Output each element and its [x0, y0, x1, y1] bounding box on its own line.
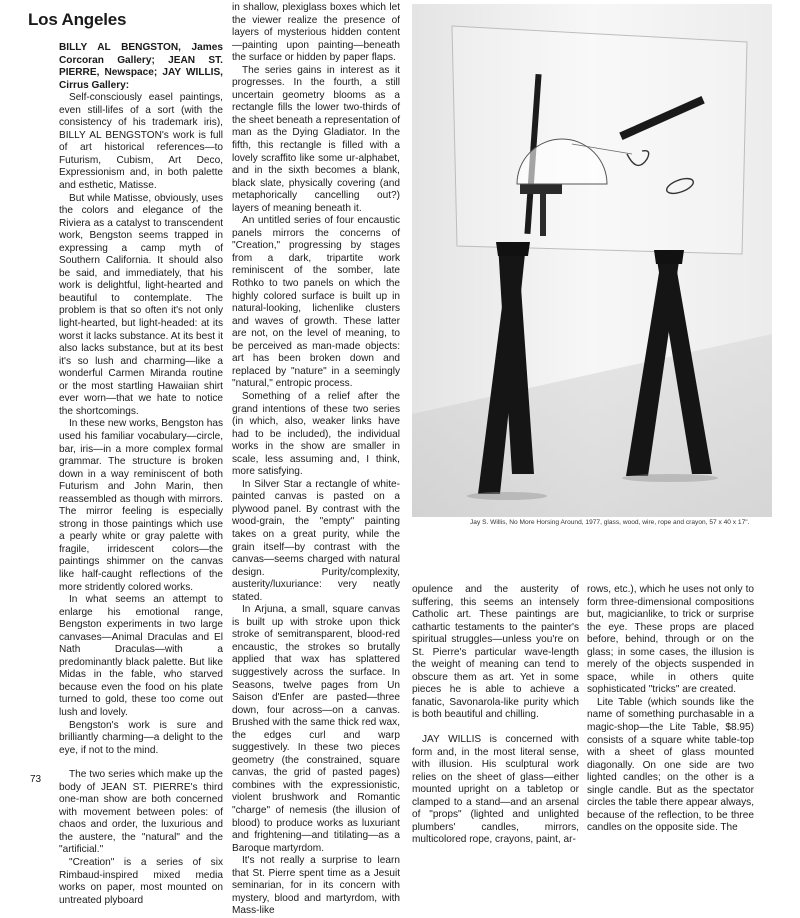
col1-paragraph: In what seems an attempt to enlarge his emotional range, Bengston experiments in two large canvases—Animal Draculas and El Nath Draculas—with a predominantly black palette. But like Midas in the fable, who starved because even the food on his plate turned to gold, these too come out lush and lovely.	[59, 594, 223, 718]
col3-paragraph: JAY WILLIS is concerned with form and, in the most literal sense, with illusion. His sculptural work relies on the sheet of glass—either mounted upright on a tabletop or clamped to a stand—and an arsenal of "props" (lighted and unlighted plumbers' candles, mirrors, multicolored rope, crayons, paint, ar-	[412, 734, 579, 846]
col1-paragraph: Bengston's work is sure and brilliantly charming—a delight to the eye, if not to the mind.	[59, 719, 223, 756]
col1-paragraph: The two series which make up the body of JEAN ST. PIERRE's third one-man show are both concerned with movement between poles: of chaos and order, the luxurious and the austere, the "natural" and the "artificial."	[59, 769, 223, 856]
col1-paragraph: In these new works, Bengston has used his familiar vocabulary—circle, bar, iris—in a more complex formal grammar. The structure is broken down in a way reminiscent of both Futurism and John Marin, then reassembled as though with mirrors. The mirror feeling is especially strong in those paintings which use a pearly white or gray palette with fragile, irridescent colors—the paintings shimmer on the canvas like half-caught reflections of the more stridently colored works.	[59, 418, 223, 593]
section-spacer	[412, 722, 579, 734]
col1-paragraph: "Creation" is a series of six Rimbaud-inspired mixed media works on paper, most mounted on untreated plyboard	[59, 857, 223, 906]
photo-caption: Jay S. Willis, No More Horsing Around, 1977, glass, wood, wire, rope and crayon, 57 x 40 x 17".	[470, 519, 750, 526]
col2-paragraph: The series gains in interest as it progresses. In the fourth, a still uncertain geometry blooms as a rectangle fills the lower two-thirds of the sheet beneath a representation of man as the Dying Gladiator. In the fifth, this rectangle is filled with a lovely scraffito like some ur-alphabet, and in the sixth becomes a blank, black slate, physically covering (and metaphorically cancelling out?) layers of meaning beneath it.	[232, 64, 400, 214]
section-spacer	[59, 757, 223, 769]
col2-paragraph: in shallow, plexiglass boxes which let the viewer realize the presence of layers of mysterious hidden content—painting upon painting—beneath the surface or hidden by paper flaps.	[232, 2, 400, 64]
review-byline: BILLY AL BENGSTON, James Corcoran Gallery; JEAN ST. PIERRE, Newspace; JAY WILLIS, Cirrus Gallery:	[59, 42, 223, 91]
col2-paragraph: In Arjuna, a small, square canvas is built up with stroke upon thick stroke of semitransparent, blood-red encaustic, the strokes so brutally applied that wax has splattered suggestively across the surface. In Seasons, twelve pages from Un Saison d'Enfer are pasted—three down, four across—on a canvas. Brushed with the same thick red wax, the edges curl and warp suggestively. In these two pieces geometry (the constrained, square canvas, the grid of pasted pages) combines with the expressionistic, violent brushwork and Romantic "charge" of nemesis (the illusion of blood) to produce works as luxuriant and frightening—and titilating—as a Baroque martyrdom.	[232, 604, 400, 854]
sculpture-photograph	[412, 4, 772, 517]
col4-paragraph: Lite Table (which sounds like the name of something purchasable in a magic-shop—the Lite Table, $8.95) consists of a square white table-top with a sheet of glass mounted diagonally. On one side are two lighted candles; on the other is a single candle. But as the spectator circles the table there appear always, because of the reflection, to be three candles on the opposite side. The	[587, 696, 754, 834]
column-2	[232, 2, 400, 917]
col2-paragraph: An untitled series of four encaustic panels mirrors the concerns of "Creation," progressing by stages from a dark, tripartite work reminiscent of the somber, late Rothko to two panels on which the highly colored surface is built up in natural-looking, lichenlike clusters and waves of growth. These latter are not, on the level of meaning, to be perceived as man-made objects: art has been broken down and replaced by "nature" in a seemingly "natural," entropic process.	[232, 215, 400, 390]
col1-paragraph: But while Matisse, obviously, uses the colors and elegance of the Riviera as a catalyst to transcendent work, Bengston seems trapped in expressing a camp myth of Southern California. It should also be said, and immediately, that his work is delightful, light-hearted and beautiful to contemplate. The problem is that so often it's not only light-hearted, but light-headed: at its worst it lacks substance. At its best it also lacks substance, but at its best it's so lush and charming—like a wonderful Carmen Miranda routine or the most startling Hawaiian shirt ever worn—that we hate to notice the shortcomings.	[59, 192, 223, 417]
column-3	[412, 584, 579, 846]
col2-paragraph: Something of a relief after the grand intentions of these two series (in which, also, weaker links have had to be included), the individual works in the show are smaller in scale, less assuming and, I think, more satisfying.	[232, 390, 400, 478]
col2-paragraph: It's not really a surprise to learn that St. Pierre spent time as a Jesuit seminarian, for in its concern with mystery, blood and martyrdom, with Mass-like	[232, 855, 400, 917]
col1-paragraph: Self-consciously easel paintings, even still-lifes of a sort (with the consistency of his trademark iris), BILLY AL BENGSTON's work is full of art historical references—to Futurism, Cubism, Art Deco, Expressionism and, in both palette and esthetic, Matisse.	[59, 92, 223, 192]
col3-paragraph: opulence and the austerity of suffering, this seems an intensely Catholic art. These paintings are cathartic testaments to the painter's spiritual struggles—unless you're on St. Pierre's particular wave-length the weight of meaning can tend to obscure them as art. Yet in some pieces he is able to achieve a fanatic, Savonarola-like purity which is both beautiful and chilling.	[412, 584, 579, 721]
column-4	[587, 584, 754, 834]
col2-paragraph: In Silver Star a rectangle of white-painted canvas is pasted on a plywood panel. By contrast with the wood-grain, the "empty" painting takes on a great purity, while the grain itself—by contrast with the canvas—seems charged with natural design. Purity/complexity, austerity/luxuriance: very neatly stated.	[232, 478, 400, 603]
page-number: 73	[30, 774, 42, 785]
section-heading: Los Angeles	[28, 10, 127, 29]
sculpture-illustration	[412, 4, 772, 517]
column-1	[59, 42, 223, 906]
col4-paragraph: rows, etc.), which he uses not only to form three-dimensional compositions but, magicianlike, to trick or surprise the eye. These props are placed before, behind, through or on the glass; in some cases, the illusion is merely of the objects suspended in space, while in others quite sophisticated "tricks" are created.	[587, 584, 754, 696]
